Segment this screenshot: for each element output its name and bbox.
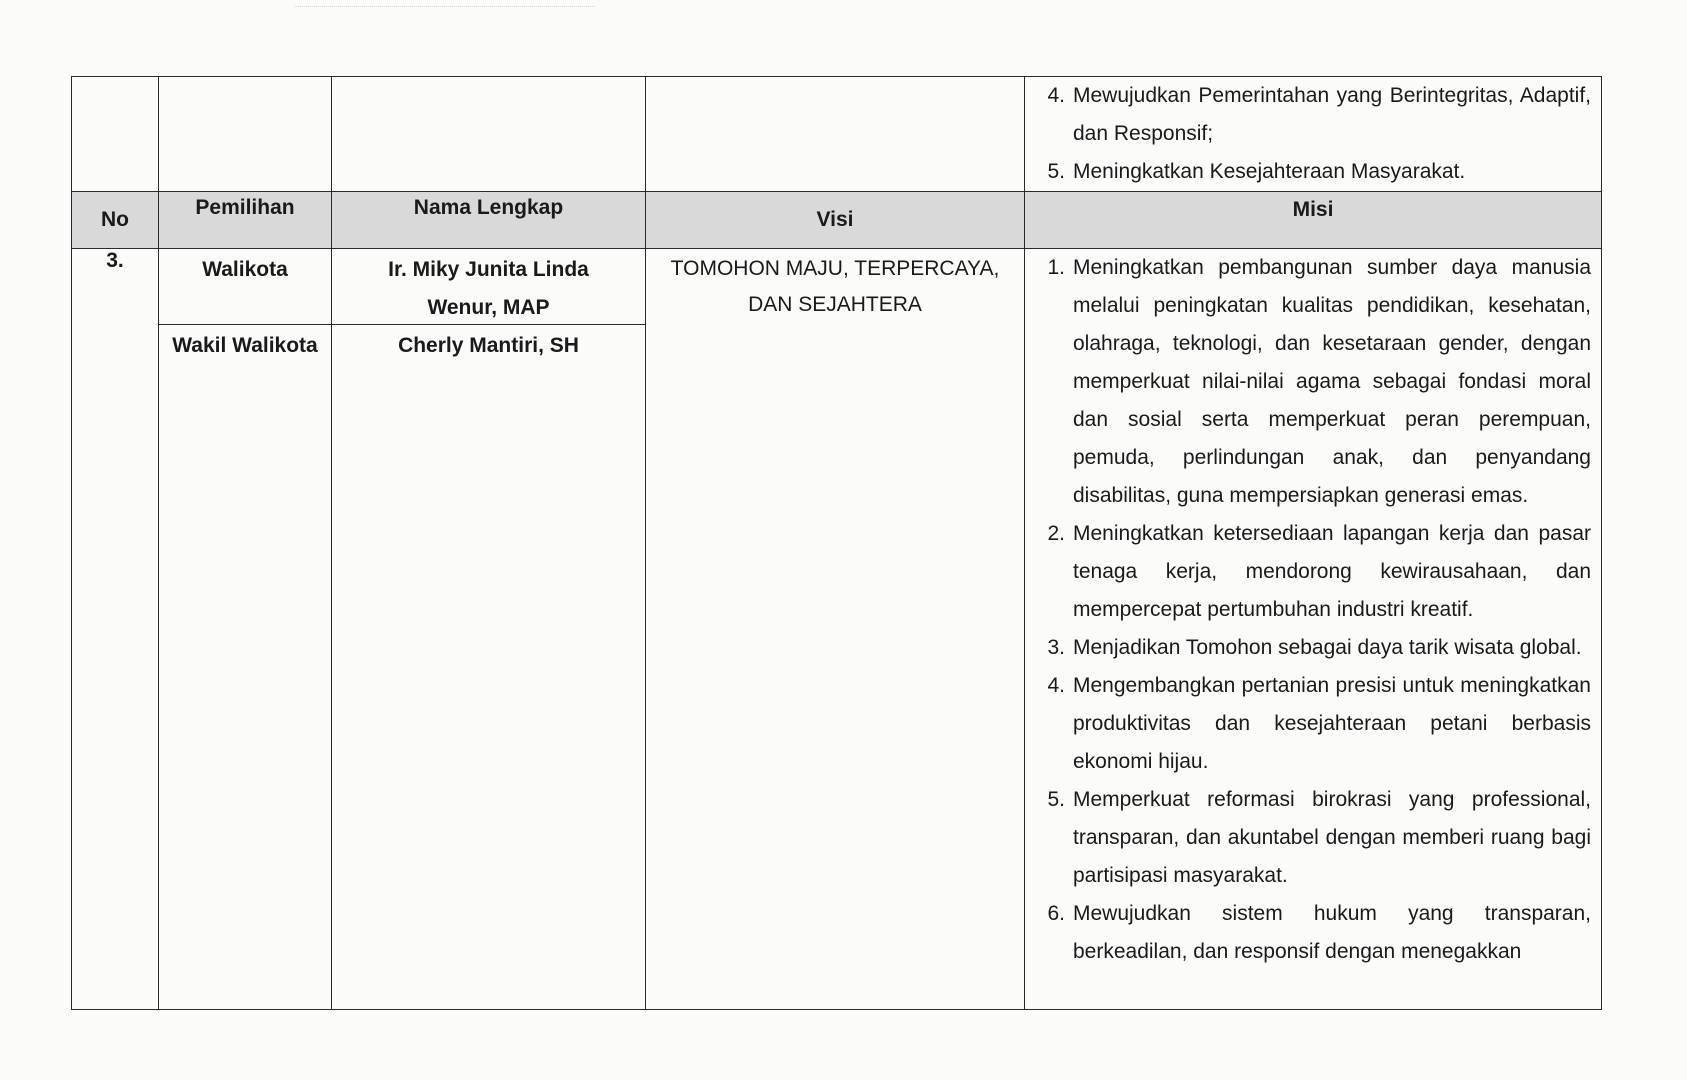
list-item <box>1031 629 1591 667</box>
misi-number: 3. <box>1047 636 1065 659</box>
cont-pemilihan-cell <box>159 77 332 192</box>
cont-misi-list <box>1025 77 1601 191</box>
misi-number: 6. <box>1047 902 1065 925</box>
list-item <box>1031 781 1591 895</box>
misi-number: 5. <box>1047 788 1065 811</box>
misi-text: Mewujudkan Pemerintahan yang Berintegritas, Adaptif, dan Responsif; <box>1073 84 1591 145</box>
misi-number: 4. <box>1047 84 1065 107</box>
misi-list <box>1025 249 1601 971</box>
header-nama-label: Nama Lengkap <box>413 196 564 219</box>
header-misi-label: Misi <box>1292 198 1334 221</box>
table-row <box>72 249 1602 1010</box>
header-misi <box>1025 192 1602 249</box>
misi-number: 5. <box>1047 160 1065 183</box>
scan-artifact <box>295 0 595 7</box>
header-no <box>72 192 159 249</box>
header-pemilihan-label: Pemilihan <box>195 196 295 219</box>
candidate-table <box>71 76 1602 1010</box>
entry-pemilihan-cell <box>159 249 332 1010</box>
nama-walikota <box>331 249 646 325</box>
visi-text: TOMOHON MAJU, TERPERCAYA, DAN SEJAHTERA <box>670 257 1000 316</box>
misi-text: Meningkatkan ketersediaan lapangan kerja dan pasar tenaga kerja, mendorong kewirausahaan, dan mempercepat pertumbuhan industri kreatif. <box>1073 522 1591 621</box>
header-no-label: No <box>101 208 129 231</box>
header-pemilihan <box>159 192 332 249</box>
list-item <box>1031 515 1591 629</box>
misi-text: Meningkatkan Kesejahteraan Masyarakat. <box>1073 160 1466 183</box>
misi-number: 4. <box>1047 674 1065 697</box>
list-item <box>1031 77 1591 153</box>
misi-text: Mengembangkan pertanian presisi untuk meningkatkan produktivitas dan kesejahteraan petani berbasis ekonomi hijau. <box>1073 674 1591 773</box>
entry-misi-cell <box>1025 249 1602 1010</box>
header-nama <box>332 192 646 249</box>
list-item <box>1031 895 1591 971</box>
nama-walikota-label: Ir. Miky Junita Linda Wenur, MAP <box>388 258 589 319</box>
misi-text: Meningkatkan pembangunan sumber daya manusia melalui peningkatan kualitas pendidikan, kesehatan, olahraga, teknologi, dan kesetaraan gender, dengan memperkuat nilai-nilai agama sebagai fondasi moral dan sosial serta memperkuat peran perempuan, pemuda, perlindungan anak, dan penyandang disabilitas, guna mempersiapkan generasi emas. <box>1073 256 1591 507</box>
misi-text: Menjadikan Tomohon sebagai daya tarik wisata global. <box>1073 636 1582 659</box>
misi-text: Memperkuat reformasi birokrasi yang professional, transparan, dan akuntabel dengan memberi ruang bagi partisipasi masyarakat. <box>1073 788 1591 887</box>
entry-no: 3. <box>106 249 124 272</box>
misi-number: 1. <box>1047 256 1065 279</box>
entry-nama-cell <box>332 249 646 1010</box>
pemilihan-walikota <box>158 249 332 325</box>
list-item <box>1031 249 1591 515</box>
list-item <box>1031 153 1591 191</box>
entry-no-cell <box>72 249 159 1010</box>
pemilihan-walikota-label: Walikota <box>202 258 288 281</box>
nama-wakil-label: Cherly Mantiri, SH <box>398 334 579 357</box>
misi-number: 2. <box>1047 522 1065 545</box>
header-row <box>72 192 1602 249</box>
pemilihan-wakil-label: Wakil Walikota <box>172 334 318 357</box>
cont-visi-cell <box>646 77 1025 192</box>
entry-visi-cell <box>646 249 1025 1010</box>
header-visi <box>646 192 1025 249</box>
cont-nama-cell <box>332 77 646 192</box>
list-item <box>1031 667 1591 781</box>
cont-misi-cell <box>1025 77 1602 192</box>
nama-wakil <box>332 325 645 365</box>
header-visi-label: Visi <box>816 208 854 231</box>
continued-row <box>72 77 1602 192</box>
pemilihan-wakil <box>159 325 331 365</box>
cont-no-cell <box>72 77 159 192</box>
misi-text: Mewujudkan sistem hukum yang transparan, berkeadilan, dan responsif dengan menegakkan <box>1073 902 1591 963</box>
